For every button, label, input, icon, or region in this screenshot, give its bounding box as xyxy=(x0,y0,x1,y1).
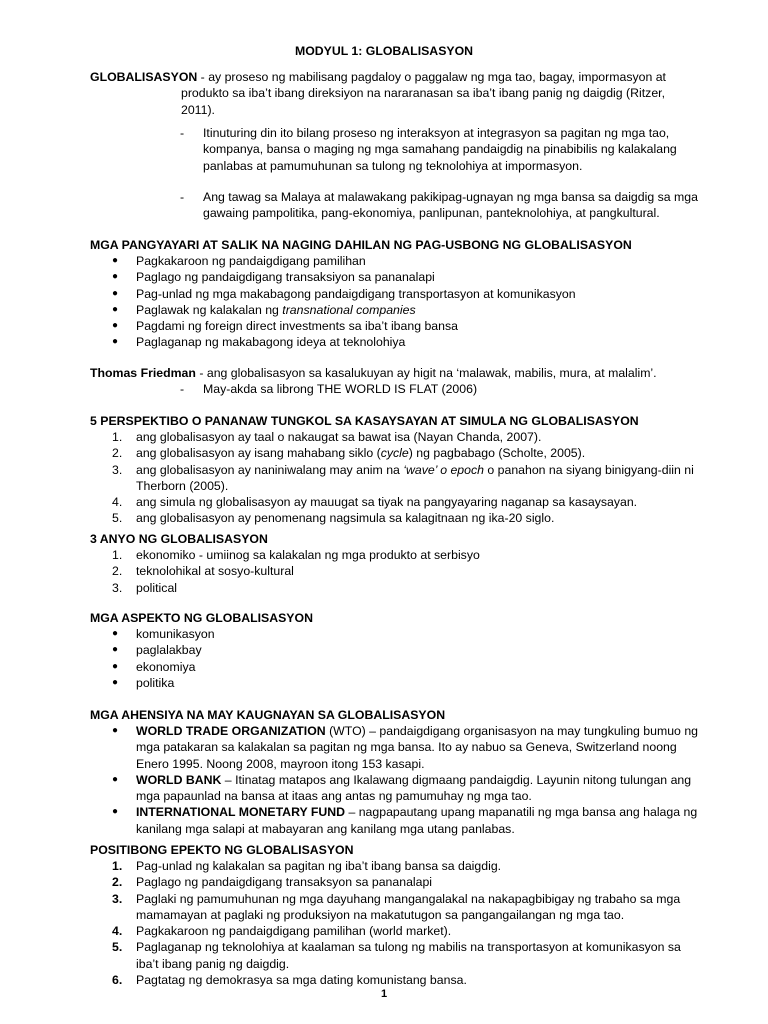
factors-list xyxy=(90,253,702,351)
list-number: 4. xyxy=(112,924,123,939)
bullet-marker: ● xyxy=(112,287,119,299)
list-item-text: ang globalisasyon ay naniniwalang may anim na xyxy=(136,462,404,477)
list-item xyxy=(90,286,702,302)
section-heading-agencies: MGA AHENSIYA NA MAY KAUGNAYAN SA GLOBALISASYON xyxy=(90,708,446,722)
list-item-text: Paglaganap ng makabagong ideya at teknolohiya xyxy=(136,335,406,350)
list-item xyxy=(90,804,702,837)
list-item-text: ) ng pagbabago (Scholte, 2005). xyxy=(408,446,586,461)
list-item-text: teknolohikal at sosyo-kultural xyxy=(136,564,294,579)
bullet-marker: ● xyxy=(112,644,119,656)
list-number: 4. xyxy=(112,495,123,510)
list-item-text: Paglawak ng kalakalan ng xyxy=(136,302,283,317)
list-item xyxy=(90,563,702,579)
list-item-text: Pag-unlad ng kalakalan sa pagitan ng iba’t ibang bansa sa daigdig. xyxy=(136,859,502,873)
bullet-marker: ● xyxy=(112,806,119,818)
definition-text-line1: - ay proseso ng mabilisang pagdaloy o paggalaw ng mga tao, bagay, impormasyon at xyxy=(197,70,666,84)
list-item xyxy=(90,547,702,563)
list-item-italic-text: ‘wave’ o epoch xyxy=(403,462,484,477)
list-item xyxy=(90,580,702,596)
list-item-text: Pagkakaroon ng pandaigdigang pamilihan (world market). xyxy=(136,924,452,939)
definition-note-text: Itinuturing din ito bilang proseso ng interaksyon at integrasyon sa pagitan ng mga tao, kompanya, bansa o maging ng mga samahang pandaigdig na pinabibilis ng kalakalang panlabas at pamumuhunan sa tulong ng teknolohiya at impormasyon. xyxy=(203,126,677,173)
list-item-text: ang globalisasyon ay taal o nakaugat sa bawat isa (Nayan Chanda, 2007). xyxy=(136,430,542,444)
list-item-text: Pag-unlad ng mga makabagong pandaigdigang transportasyon at komunikasyon xyxy=(136,286,576,301)
definition-block xyxy=(90,69,700,118)
page-number: 1 xyxy=(380,988,388,1000)
list-item xyxy=(90,318,702,334)
list-item-text: Paglaki ng pamumuhunan ng mga dayuhang mangangalakal na nakapagbibigay ng trabaho sa mga mamamayan at paglaki ng produksiyon na makatutugon sa pangangailangan ng mga tao. xyxy=(136,891,681,922)
list-item-text: ang globalisasyon ay isang mahabang siklo ( xyxy=(136,446,381,461)
list-item xyxy=(90,874,702,890)
definition-note-1 xyxy=(180,125,703,174)
bullet-marker: ● xyxy=(112,660,119,672)
agencies-list xyxy=(90,723,702,837)
list-item-text: politika xyxy=(136,675,175,690)
agency-description: – nagpapautang upang mapanatili ng mga bansa ang halaga ng kanilang mga salapi at mabayaran ang kanilang mga utang panlabas. xyxy=(136,805,698,836)
friedman-name: Thomas Friedman xyxy=(90,366,196,380)
list-number: 6. xyxy=(112,973,123,988)
list-item xyxy=(90,772,702,805)
agency-name: INTERNATIONAL MONETARY FUND xyxy=(136,805,346,820)
section-heading-forms: 3 ANYO NG GLOBALISASYON xyxy=(90,532,268,546)
list-item-italic-text: transnational companies xyxy=(282,302,416,317)
bullet-marker: ● xyxy=(112,676,119,688)
list-item xyxy=(90,891,702,924)
definition-text-line3: 2011). xyxy=(181,102,215,117)
dash-marker: - xyxy=(180,190,185,204)
bullet-marker: ● xyxy=(112,336,119,348)
list-item-text: o panahon na siyang binigyang-diin ni Therborn (2005). xyxy=(136,462,694,493)
dash-marker: - xyxy=(180,126,185,140)
friedman-note-text: May-akda sa librong THE WORLD IS FLAT (2006) xyxy=(203,382,478,396)
list-item xyxy=(90,723,702,772)
list-item xyxy=(90,626,702,642)
list-item-text: Pagkakaroon ng pandaigdigang pamilihan xyxy=(136,254,366,268)
list-item xyxy=(90,510,702,526)
list-item xyxy=(90,445,702,461)
bullet-marker: ● xyxy=(112,320,119,332)
section-heading-positive-effects: POSITIBONG EPEKTO NG GLOBALISASYON xyxy=(90,843,354,857)
list-item-text: komunikasyon xyxy=(136,627,215,641)
list-item-text: paglalakbay xyxy=(136,643,202,658)
section-heading-perspectives: 5 PERSPEKTIBO O PANANAW TUNGKOL SA KASAYSAYAN AT SIMULA NG GLOBALISASYON xyxy=(90,414,639,428)
bullet-marker: ● xyxy=(112,255,119,266)
bullet-marker: ● xyxy=(112,773,119,785)
list-item xyxy=(90,659,702,675)
list-item-text: ang simula ng globalisasyon ay mauugat sa tiyak na pangyayaring naganap sa kasaysayan. xyxy=(136,495,638,510)
perspectives-list xyxy=(90,429,702,527)
list-number: 3. xyxy=(112,462,123,477)
friedman-text: - ang globalisasyon sa kasalukuyan ay higit na ‘malawak, mabilis, mura, at malalim’. xyxy=(195,366,657,380)
section-heading-factors: MGA PANGYAYARI AT SALIK NA NAGING DAHILAN NG PAG-USBONG NG GLOBALISASYON xyxy=(90,238,632,252)
definition-note-text: Ang tawag sa Malaya at malawakang pakikipag-ugnayan ng mga bansa sa daigdig sa mga gawaing pampolitika, pang-ekonomiya, panlipunan, panteknolohiya, at pangkultural. xyxy=(203,190,698,221)
agency-description: – Itinatag matapos ang Ikalawang digmaang pandaigdig. Layunin nitong tulungan ang mga papaunlad na bansa at itaas ang antas ng pamumuhay ng mga tao. xyxy=(136,772,692,804)
list-item-text: political xyxy=(136,580,178,595)
list-item xyxy=(90,939,702,972)
list-item xyxy=(90,675,702,691)
section-heading-aspects: MGA ASPEKTO NG GLOBALISASYON xyxy=(90,611,313,625)
friedman-block xyxy=(90,365,710,381)
agency-name: WORLD TRADE ORGANIZATION xyxy=(136,724,326,738)
bullet-marker: ● xyxy=(112,628,119,639)
list-item xyxy=(90,429,702,445)
list-item-italic-text: cycle xyxy=(380,446,409,461)
bullet-marker: ● xyxy=(112,271,119,283)
list-item xyxy=(90,923,702,939)
list-item xyxy=(90,858,702,874)
definition-note-2 xyxy=(180,189,703,222)
bullet-marker: ● xyxy=(112,725,119,736)
list-number: 1. xyxy=(112,430,123,444)
list-item-text: ekonomiya xyxy=(136,659,196,674)
aspects-list xyxy=(90,626,702,691)
list-number: 1. xyxy=(112,548,123,562)
list-item xyxy=(90,269,702,285)
list-number: 3. xyxy=(112,891,123,906)
list-number: 1. xyxy=(112,859,123,873)
friedman-note xyxy=(180,381,703,397)
forms-list xyxy=(90,547,702,596)
list-item-text: Pagdami ng foreign direct investments sa iba’t ibang bansa xyxy=(136,319,458,334)
list-item xyxy=(90,494,702,510)
list-item-text: ekonomiko - umiinog sa kalakalan ng mga produkto at serbisyo xyxy=(136,548,480,562)
list-item xyxy=(90,642,702,658)
list-number: 5. xyxy=(112,940,123,955)
definition-text-line2: produkto sa iba’t ibang direksiyon na nararanasan sa iba’t ibang panig ng daigdig (Ritzer, xyxy=(181,86,665,101)
dash-marker: - xyxy=(180,382,185,396)
list-item-text: Pagtatag ng demokrasya sa mga dating komunistang bansa. xyxy=(136,973,467,988)
list-number: 2. xyxy=(112,875,123,890)
definition-term: GLOBALISASYON xyxy=(90,70,198,84)
page-title: MODYUL 1: GLOBALISASYON xyxy=(294,44,474,58)
list-item-text: Paglaganap ng teknolohiya at kaalaman sa tulong ng mabilis na transportasyon at komunikasyon sa iba’t ibang panig ng daigdig. xyxy=(136,940,681,971)
agency-description: (WTO) – pandaigdigang organisasyon na may tungkuling bumuo ng mga patakaran sa kalakalan sa pagitan ng mga bansa. Ito ay nabuo sa Geneva, Switzerland noong Enero 1995. Noong 2008, mayroon itong 153 kasapi. xyxy=(136,724,698,771)
list-item-text: ang globalisasyon ay penomenang nagsimula sa kalagitnaan ng ika-20 siglo. xyxy=(136,511,555,526)
positive-effects-list xyxy=(90,858,702,988)
list-item xyxy=(90,334,702,350)
bullet-marker: ● xyxy=(112,303,119,315)
list-item-text: Paglago ng pandaigdigang transaksiyon sa pananalapi xyxy=(136,270,435,285)
list-item xyxy=(90,253,702,269)
list-item xyxy=(90,462,702,495)
list-number: 2. xyxy=(112,446,123,461)
list-number: 3. xyxy=(112,580,123,595)
agency-name: WORLD BANK xyxy=(136,772,222,787)
list-item xyxy=(90,302,702,318)
list-item-text: Paglago ng pandaigdigang transaksyon sa pananalapi xyxy=(136,875,433,890)
list-number: 2. xyxy=(112,564,123,579)
list-number: 5. xyxy=(112,511,123,526)
